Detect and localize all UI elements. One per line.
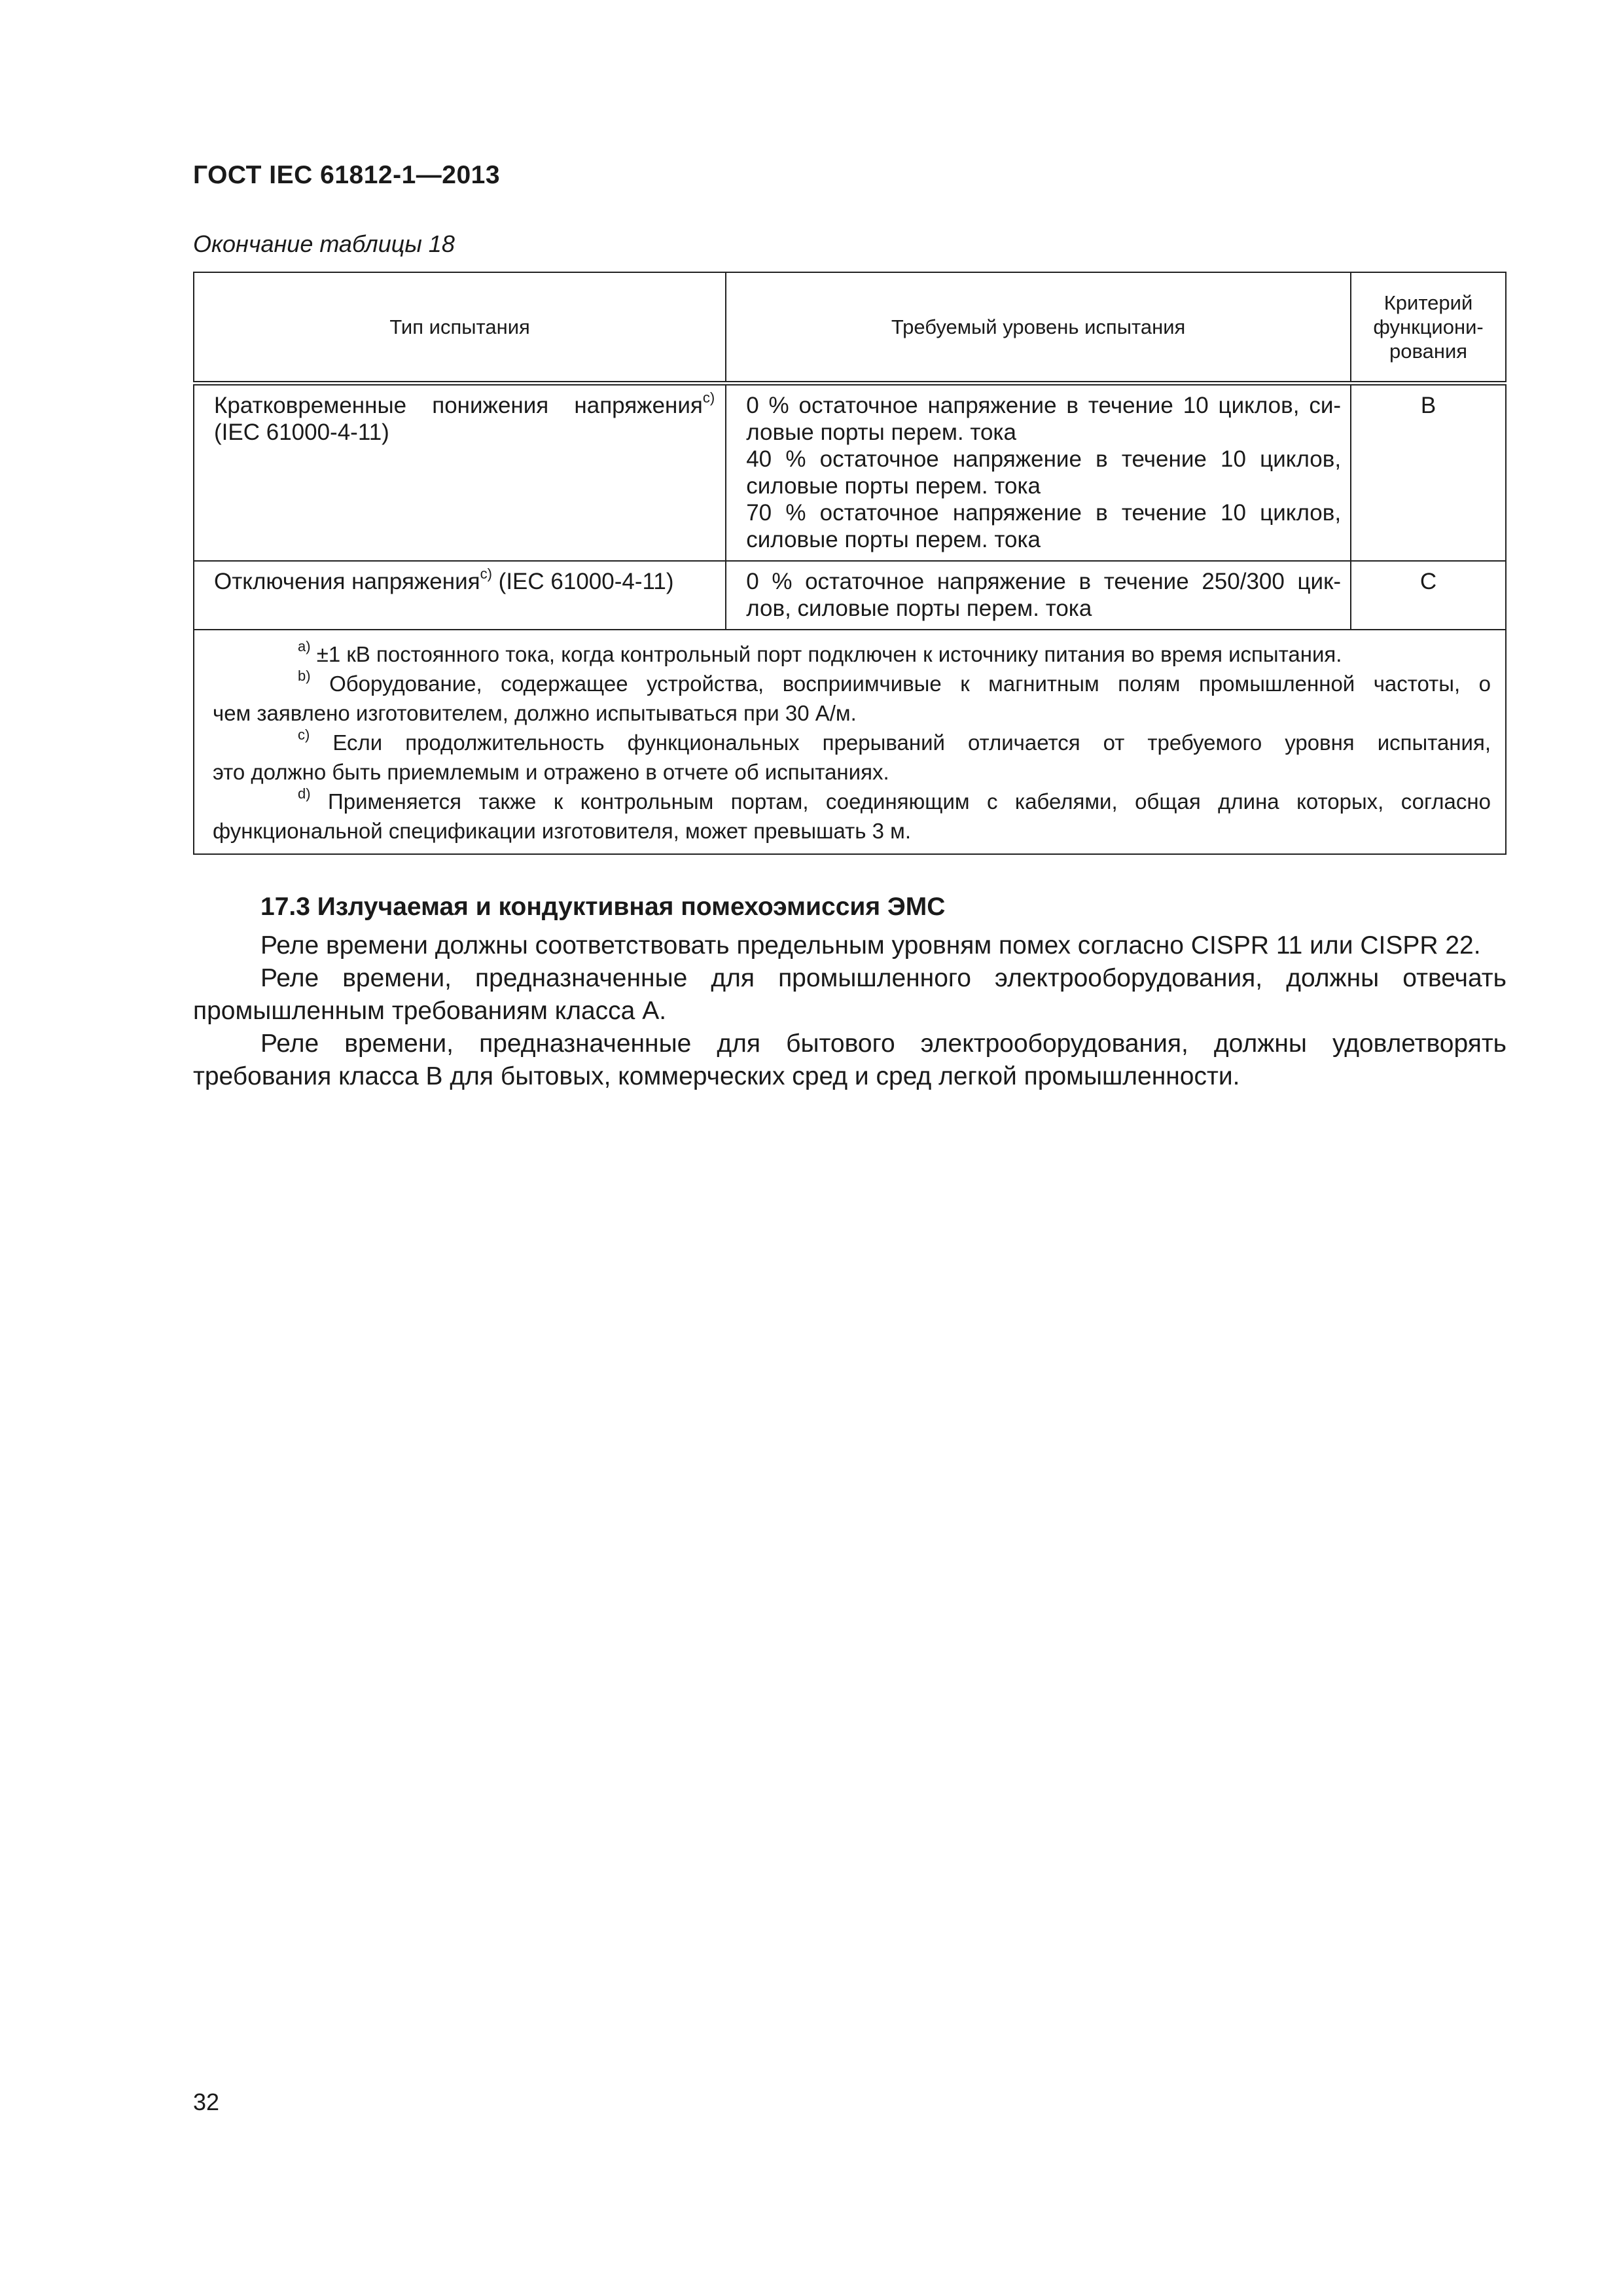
table-header-row [194,272,1506,383]
cell-text-line: 40 % остаточное напряжение в течение 10 циклов, [746,446,1342,472]
cell-text: (IEC 61000-4-11) [491,569,674,594]
table-row [194,383,1506,561]
paragraph: Реле времени, предназначенные для бытового электрооборудования, должны удовлетворять требования класса В для бытовых, коммерческих сред и сред легкой промышленности. [193,1030,1507,1090]
cell-text-line: силовые порты перем. тока [746,473,1041,499]
table-notes-row [194,630,1506,854]
cell-text-line [214,389,715,419]
note-mark: c) [298,726,310,743]
cell-text: Кратковременные понижения напряжения [214,392,703,418]
note-line: чем заявлено изготовителем, должно испытываться при 30 А/м. [213,701,857,725]
cell-text-line: (IEC 61000-4-11) [214,419,389,445]
cell-text-line: 70 % остаточное напряжение в течение 10 циклов, [746,499,1342,526]
cell-text-line: силовые порты перем. тока [746,526,1041,552]
note-line [213,787,1491,816]
cell-text-line: ловые порты перем. тока [746,419,1016,445]
section-heading: 17.3 Излучаемая и кондуктивная помехоэмиссия ЭМС [260,893,946,921]
cell-text-line: 0 % остаточное напряжение в течение 10 циклов, си- [746,392,1342,418]
column-header-criterion [1351,272,1506,383]
section-body [193,929,1507,1093]
table-caption: Окончание таблицы 18 [193,230,455,257]
page-number: 32 [193,2089,220,2115]
note-line: функциональной спецификации изготовителя, может превышать 3 м. [213,819,912,843]
paragraph: Реле времени, предназначенные для промышленного электрооборудования, должны отвечать промышленным требованиям класса А. [193,964,1507,1025]
table-note [213,728,1491,787]
note-text: Если продолжительность функциональных прерываний отличается от требуемого уровня испытания, [332,730,1491,755]
note-line [213,639,1491,669]
cell-criterion: B [1351,383,1506,561]
cell-text-line [214,565,715,595]
cell-test-type [194,561,726,630]
footnote-ref: c) [702,389,715,406]
note-text: ±1 кВ постоянного тока, когда контрольный порт подключен к источнику питания во время испытания. [316,642,1342,666]
cell-text-line: лов, силовые порты перем. тока [746,596,1092,621]
note-line [213,669,1491,698]
table-row [194,561,1506,630]
table-note [213,669,1491,728]
column-header-test-type: Тип испытания [194,272,726,383]
table-18 [193,272,1507,855]
note-mark: b) [298,668,311,684]
cell-test-type [194,383,726,561]
criterion-header-line: функциони- [1373,315,1484,338]
column-header-test-level: Требуемый уровень испытания [726,272,1351,383]
table-note [213,787,1491,846]
table-note [213,639,1491,669]
criterion-header-line: рования [1389,339,1468,363]
note-text: Оборудование, содержащее устройства, восприимчивые к магнитным полям промышленной частоты, о [329,672,1491,696]
note-text: Применяется также к контрольным портам, соединяющим с кабелями, общая длина которых, согласно [328,789,1491,814]
footnote-ref: c) [480,565,492,582]
cell-criterion: C [1351,561,1506,630]
cell-test-level [726,561,1351,630]
paragraph: Реле времени должны соответствовать предельным уровням помех согласно CISPR 11 или CISPR 22. [260,931,1481,960]
standard-code: ГОСТ IEC 61812-1—2013 [193,161,501,189]
note-line: это должно быть приемлемым и отражено в отчете об испытаниях. [213,760,889,784]
cell-test-level [726,383,1351,561]
note-line [213,728,1491,757]
note-mark: a) [298,638,311,655]
cell-text: Отключения напряжения [214,569,480,594]
criterion-header-line: Критерий [1383,291,1473,314]
cell-text-line: 0 % остаточное напряжение в течение 250/300 цик- [746,569,1342,594]
note-mark: d) [298,785,311,802]
table-notes [194,630,1506,854]
